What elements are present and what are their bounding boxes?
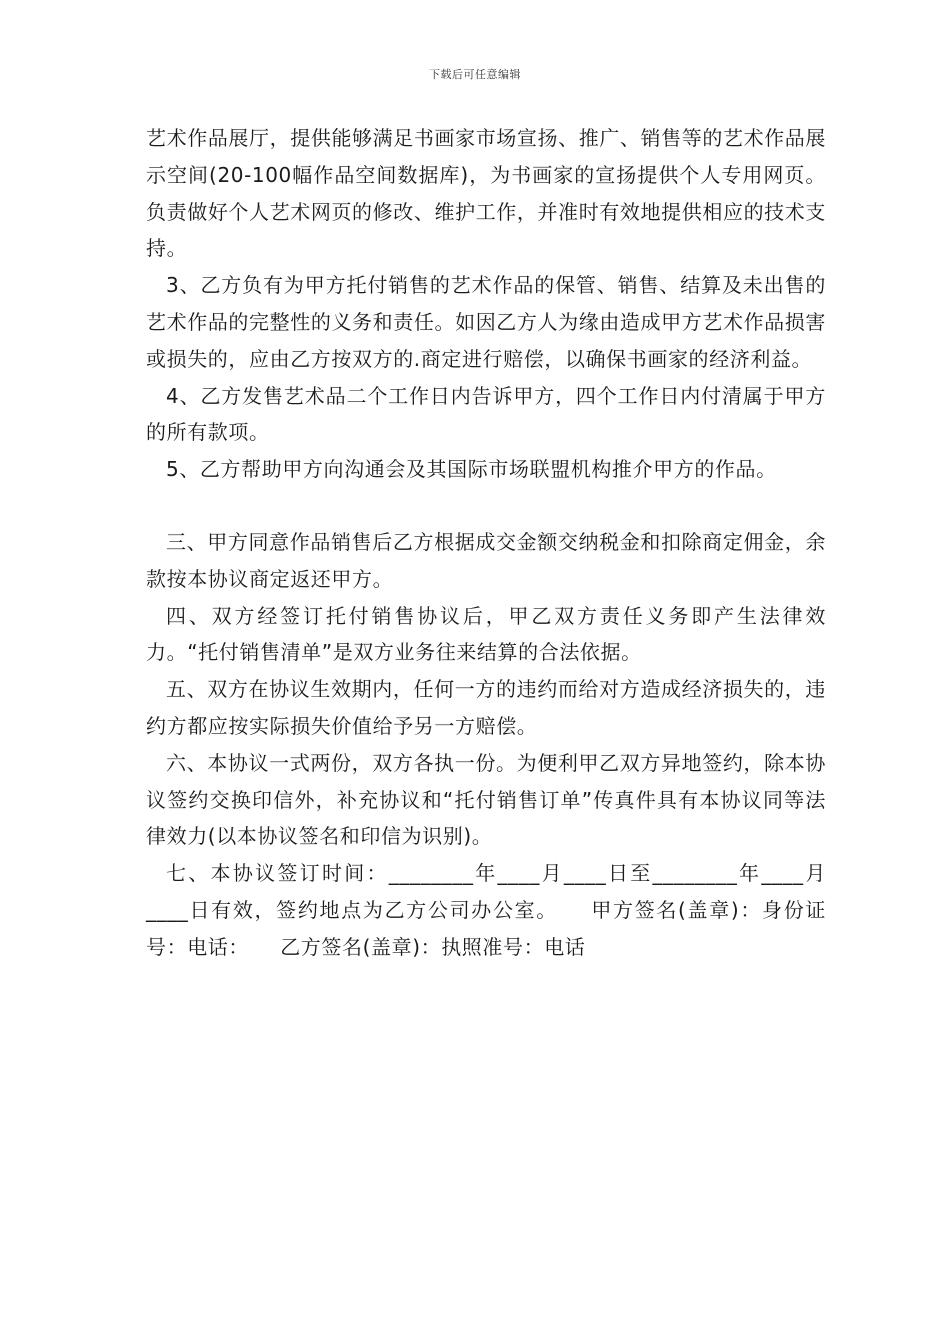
paragraph-section-5: 五、双方在协议生效期内，任何一方的违约而给对方造成经济损失的，违约方都应按实际损失价值给予另一方赔偿。	[146, 677, 826, 738]
paragraph-art-gallery: 艺术作品展厅，提供能够满足书画家市场宣扬、推广、销售等的艺术作品展示空间(20-100幅作品空间数据库)，为书画家的宣扬提供个人专用网页。负责做好个人艺术网页的修改、维护工作，并准时有效地提供相应的技术支持。	[146, 126, 826, 261]
paragraph-section-7-signatures: 七、本协议签订时间：________年____月____日至________年____月____日有效，签约地点为乙方公司办公室。 甲方签名(盖章)：身份证号：电话： 乙方签名(盖章)：执照准号：电话	[146, 861, 826, 959]
paragraph-section-3: 三、甲方同意作品销售后乙方根据成交金额交纳税金和扣除商定佣金，余款按本协议商定返还甲方。	[146, 529, 826, 591]
blank-line	[146, 488, 826, 524]
paragraph-clause-3: 3、乙方负有为甲方托付销售的艺术作品的保管、销售、结算及未出售的艺术作品的完整性的义务和责任。如因乙方人为缘由造成甲方艺术作品损害或损失的，应由乙方按双方的.商定进行赔偿，以确保书画家的经济利益。	[146, 273, 826, 371]
paragraph-clause-4: 4、乙方发售艺术品二个工作日内告诉甲方，四个工作日内付清属于甲方的所有款项。	[146, 383, 826, 445]
paragraph-section-4: 四、双方经签订托付销售协议后，甲乙双方责任义务即产生法律效力。“托付销售清单”是双方业务往来结算的合法依据。	[146, 603, 826, 665]
paragraph-clause-5: 5、乙方帮助甲方向沟通会及其国际市场联盟机构推介甲方的作品。	[166, 457, 777, 482]
paragraph-section-6: 六、本协议一式两份，双方各执一份。为便利甲乙双方异地签约，除本协议签约交换印信外，补充协议和“托付销售订单”传真件具有本协议同等法律效力(以本协议签名和印信为识别)。	[146, 750, 826, 849]
page-header: 下载后可任意编辑	[429, 68, 521, 81]
document-body	[146, 120, 826, 966]
